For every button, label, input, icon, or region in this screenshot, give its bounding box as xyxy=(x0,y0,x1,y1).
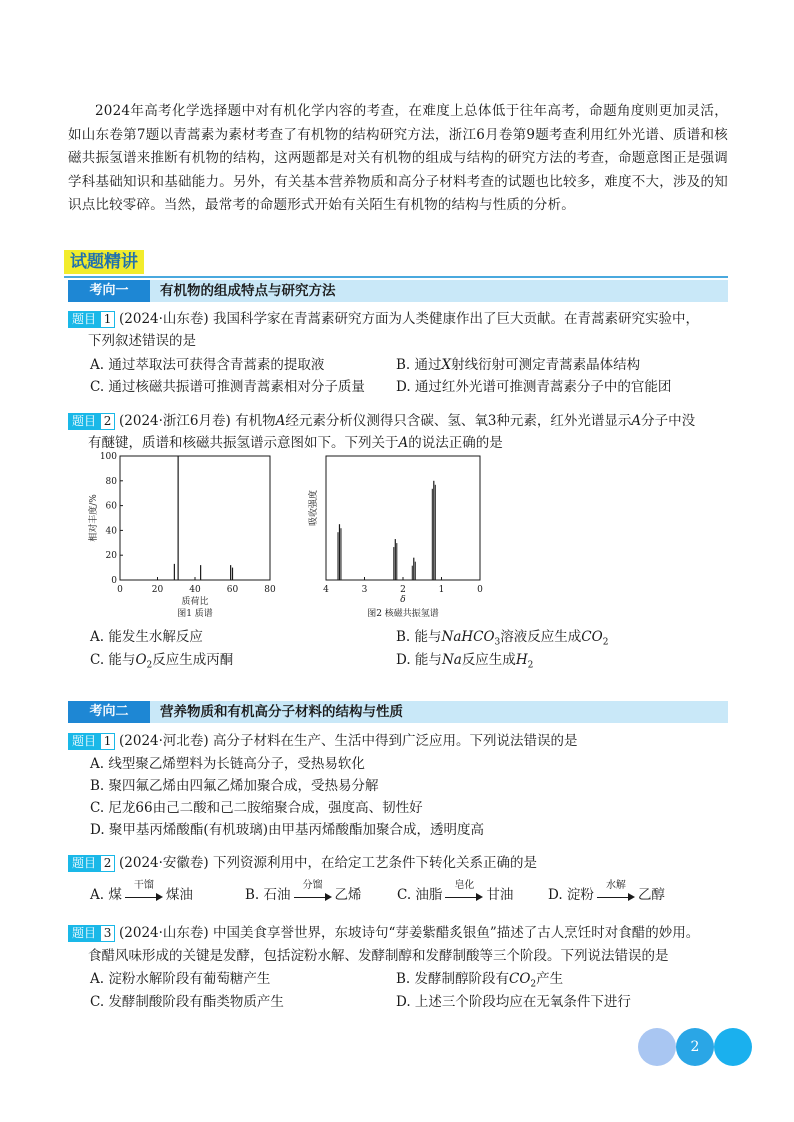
topic-title-2: 营养物质和有机高分子材料的结构与性质 xyxy=(160,704,403,720)
plot-frame xyxy=(326,456,480,580)
t2q2-option-c: C. 油脂 皂化 甘油 xyxy=(397,879,514,903)
t1q2-option-c: C. 能与$O_2$反应生成丙酮 xyxy=(90,652,234,671)
section-title: 试题精讲 xyxy=(64,250,144,274)
x-tick-label: 3 xyxy=(361,585,368,595)
chart-title: 图2 核磁共振氢谱 xyxy=(367,609,439,619)
y-tick-label: 40 xyxy=(105,526,117,537)
t1q2-option-a: A. 能发生水解反应 xyxy=(90,629,203,645)
t2q3-option-a: A. 淀粉水解阶段有葡萄糖产生 xyxy=(90,971,271,987)
intro-paragraph: 2024年高考化学选择题中对有机化学内容的考查，在难度上总体低于往年高考，命题角度则更加灵活，如山东卷第7题以青蒿素为素材考查了有机物的结构研究方法，浙江6月卷第9题考查利用红外光谱、质谱和核磁共振氢谱来推断有机物的结构，这两题都是对关有机物的组成与结构的研究方法的考查，命题意图正是强调学科基础知识和基础能力。另外，有关基本营养物质和高分子材料考查的试题也比较多，难度不大，涉及的知识点比较零碎。当然，最常考的命题形式开始有关陌生有机物的结构与性质的分析。 xyxy=(68,103,728,213)
topic-tag-2: 考向二 xyxy=(68,701,150,723)
y-tick-label: 60 xyxy=(105,501,117,512)
decor-circle-icon xyxy=(638,1028,676,1066)
decor-circle-icon xyxy=(714,1028,752,1066)
spectra-figures xyxy=(80,452,500,624)
x-tick-label: 0 xyxy=(117,585,123,595)
t2q1-option-c: C. 尼龙66由己二酸和己二胺缩聚合成，强度高、韧性好 xyxy=(90,800,423,816)
topic-bar-2 xyxy=(68,701,728,723)
question-number: 2 xyxy=(100,855,115,872)
plot-frame xyxy=(120,456,270,580)
y-tick-label: 100 xyxy=(99,452,117,462)
arrow-icon: 皂化 xyxy=(445,889,483,903)
question-number: 2 xyxy=(100,413,115,430)
y-axis-label: 相对丰度/% xyxy=(89,494,99,542)
nmr-spectrum-chart xyxy=(307,456,483,619)
t2q3-stem: 题目 3 (2024·山东卷) 中国美食享誉世界，东坡诗句“芽姜紫醋炙银鱼”描述了古人烹饪时对食醋的妙用。 xyxy=(68,922,728,944)
x-tick-label: 2 xyxy=(400,585,406,595)
arrow-icon: 干馏 xyxy=(125,889,163,903)
question-tag: 题目 xyxy=(68,733,100,750)
arrow-icon: 水解 xyxy=(597,889,635,903)
question-number: 1 xyxy=(100,733,115,750)
x-tick-label: 40 xyxy=(189,585,201,595)
t2q2-option-d: D. 淀粉 水解 乙醇 xyxy=(548,879,665,903)
t2q1-option-a: A. 线型聚乙烯塑料为长链高分子，受热易软化 xyxy=(90,756,365,772)
t2q2-option-a: A. 煤 干馏 煤油 xyxy=(90,879,193,903)
question-number: 1 xyxy=(100,311,115,328)
x-tick-label: 4 xyxy=(323,585,329,595)
x-axis-label: 质荷比 xyxy=(181,597,209,607)
t2q3-option-b: B. 发酵制醇阶段有$CO_2$产生 xyxy=(396,971,564,990)
t1q1-option-c: C. 通过核磁共振谱可推测青蒿素相对分子质量 xyxy=(90,379,365,395)
t1q1-stem-line1: (2024·山东卷) 我国科学家在青蒿素研究方面为人类健康作出了巨大贡献。在青蒿素研究实验中， xyxy=(119,311,699,327)
chart-title: 图1 质谱 xyxy=(177,609,213,619)
t1q1-option-b: B. 通过X射线衍射可测定青蒿素晶体结构 xyxy=(396,357,641,373)
t1q1-stem-line2: 下列叙述错误的是 xyxy=(88,333,196,349)
y-tick-label: 0 xyxy=(111,576,117,586)
x-tick-label: 60 xyxy=(226,585,239,595)
t2q2-stem: 题目 2 (2024·安徽卷) 下列资源利用中，在给定工艺条件下转化关系正确的是 xyxy=(68,852,728,874)
question-number: 3 xyxy=(100,925,115,942)
mass-spectrum-chart xyxy=(87,452,276,619)
question-tag: 题目 xyxy=(68,413,100,430)
topic-bar-1 xyxy=(68,280,728,302)
topic-tag-1: 考向一 xyxy=(68,280,150,302)
t2q1-option-d: D. 聚甲基丙烯酸酯(有机玻璃)由甲基丙烯酸酯加聚合成，透明度高 xyxy=(90,822,484,838)
question-tag: 题目 xyxy=(68,855,100,872)
x-tick-label: 1 xyxy=(438,585,445,595)
y-tick-label: 80 xyxy=(105,476,117,487)
t2q3-option-c: C. 发酵制酸阶段有酯类物质产生 xyxy=(90,994,284,1010)
t2q1-option-b: B. 聚四氟乙烯由四氟乙烯加聚合成，受热易分解 xyxy=(90,778,379,794)
t2q3-stem-line2: 食醋风味形成的关键是发酵，包括淀粉水解、发酵制醇和发酵制酸等三个阶段。下列说法错误的是 xyxy=(88,948,669,964)
t1q2-stem-line2: 有醚键，质谱和核磁共振氢谱示意图如下。下列关于A的说法正确的是 xyxy=(88,435,503,451)
t2q1-stem: 题目 1 (2024·河北卷) 高分子材料在生产、生活中得到广泛应用。下列说法错误的是 xyxy=(68,730,728,752)
t1q2-option-b: B. 能与NaHCO$_3$溶液反应生成$CO_2$ xyxy=(396,629,609,648)
x-tick-label: 20 xyxy=(151,585,164,595)
t2q2-option-b: B. 石油 分馏 乙烯 xyxy=(245,879,362,903)
page-number-badge xyxy=(638,1028,752,1066)
x-axis-label: δ xyxy=(400,595,406,605)
t1q1-stem xyxy=(68,308,728,330)
topic-title-1: 有机物的组成特点与研究方法 xyxy=(160,283,336,299)
t2q3-option-d: D. 上述三个阶段均应在无氧条件下进行 xyxy=(396,994,631,1010)
x-tick-label: 0 xyxy=(477,585,483,595)
arrow-icon: 分馏 xyxy=(294,889,332,903)
question-tag: 题目 xyxy=(68,925,100,942)
y-axis-label: 吸收强度 xyxy=(309,489,319,527)
t1q2-option-d: D. 能与Na反应生成$H_2$ xyxy=(396,652,534,671)
x-tick-label: 80 xyxy=(264,585,276,595)
y-tick-label: 20 xyxy=(105,551,117,562)
section-divider xyxy=(64,276,728,278)
page-number: 2 xyxy=(676,1028,714,1066)
question-tag: 题目 xyxy=(68,311,100,328)
t1q1-option-d: D. 通过红外光谱可推测青蒿素分子中的官能团 xyxy=(396,379,672,395)
t1q1-option-a: A. 通过萃取法可获得含青蒿素的提取液 xyxy=(90,357,325,373)
t1q2-stem: 题目 2 (2024·浙江6月卷) 有机物A经元素分析仪测得只含碳、氢、氧3种元素，红外光谱显示A分子中没 xyxy=(68,410,728,432)
